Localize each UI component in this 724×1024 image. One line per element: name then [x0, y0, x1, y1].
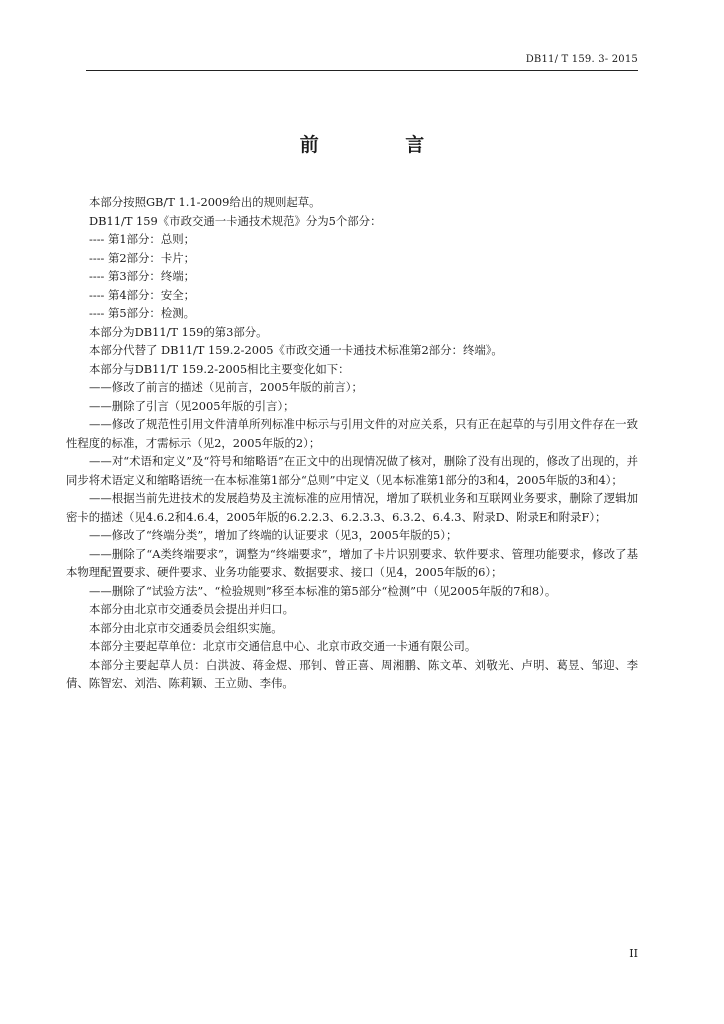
- change-item: ——修改了前言的描述（见前言，2005年版的前言）；: [89, 380, 363, 394]
- paragraph: DB11/T 159《市政交通一卡通技术规范》分为5个部分：: [89, 213, 382, 228]
- paragraph: 本部分主要起草单位：北京市交通信息中心、北京市政交通一卡通有限公司。: [89, 639, 477, 653]
- list-item: ---- 第2部分：卡片；: [89, 250, 195, 265]
- paragraph: 本部分为DB11/T 159的第3部分。: [89, 324, 268, 339]
- list-item: ---- 第5部分：检测。: [89, 306, 195, 320]
- change-item: ——删除了“A类终端要求”，调整为“终端要求”，增加了卡片识别要求、软件要求、管理功能要求，修改了基本物理配置要求、硬件要求、业务功能要求、数据要求、接口（见4，2005年版的6）；: [66, 546, 638, 579]
- paragraph: 本部分与DB11/T 159.2-2005相比主要变化如下：: [89, 361, 350, 376]
- page-number: II: [629, 947, 638, 960]
- list-item: ---- 第1部分：总则；: [89, 232, 195, 246]
- change-item: ——根据当前先进技术的发展趋势及主流标准的应用情况，增加了联机业务和互联网业务要求，删除了逻辑加密卡的描述（见4.6.2和4.6.4，2005年版的6.2.2.3、6.2.3.3、6.3.2、6.4.3、附录D、附录E和附录F）；: [66, 491, 638, 524]
- paragraph: 本部分由北京市交通委员会组织实施。: [89, 620, 283, 635]
- change-item: ——对“术语和定义”及“符号和缩略语”在正文中的出现情况做了核对，删除了没有出现的，修改了出现的，并同步将术语定义和缩略语统一在本标准第1部分“总则”中定义（见本标准第1部分的3和4，2005年版的3和4）；: [66, 454, 638, 487]
- paragraph: 本部分主要起草人员：白洪波、蒋金煜、邢钊、曾正喜、周湘鹏、陈文革、刘敬光、卢明、葛昱、邹迎、李倩、陈智宏、刘浩、陈莉颖、王立勋、李伟。: [66, 657, 638, 690]
- paragraph: 本部分由北京市交通委员会提出并归口。: [89, 602, 295, 616]
- list-item: ---- 第4部分：安全；: [89, 287, 195, 302]
- paragraph: 本部分按照GB/T 1.1-2009给出的规则起草。: [89, 195, 321, 209]
- change-item: ——删除了“试验方法”、“检验规则”移至本标准的第5部分“检测”中（见2005年版的7和8）。: [89, 583, 557, 598]
- page-title: 前 言: [299, 134, 465, 156]
- list-item: ---- 第3部分：终端；: [89, 269, 195, 283]
- change-item: ——修改了规范性引用文件清单所列标准中标示与引用文件的对应关系，只有正在起草的与引用文件存在一致性程度的标准，才需标示（见2，2005年版的2）；: [66, 417, 638, 450]
- paragraph: 本部分代替了 DB11/T 159.2-2005《市政交通一卡通技术标准第2部分：终端》。: [89, 343, 503, 357]
- change-item: ——修改了“终端分类”，增加了终端的认证要求（见3，2005年版的5）；: [89, 528, 458, 542]
- document-code: DB11/ T 159. 3- 2015: [525, 54, 638, 65]
- body-text: [66, 193, 638, 693]
- header-divider: [86, 70, 638, 71]
- change-item: ——删除了引言（见2005年版的引言）；: [89, 398, 295, 413]
